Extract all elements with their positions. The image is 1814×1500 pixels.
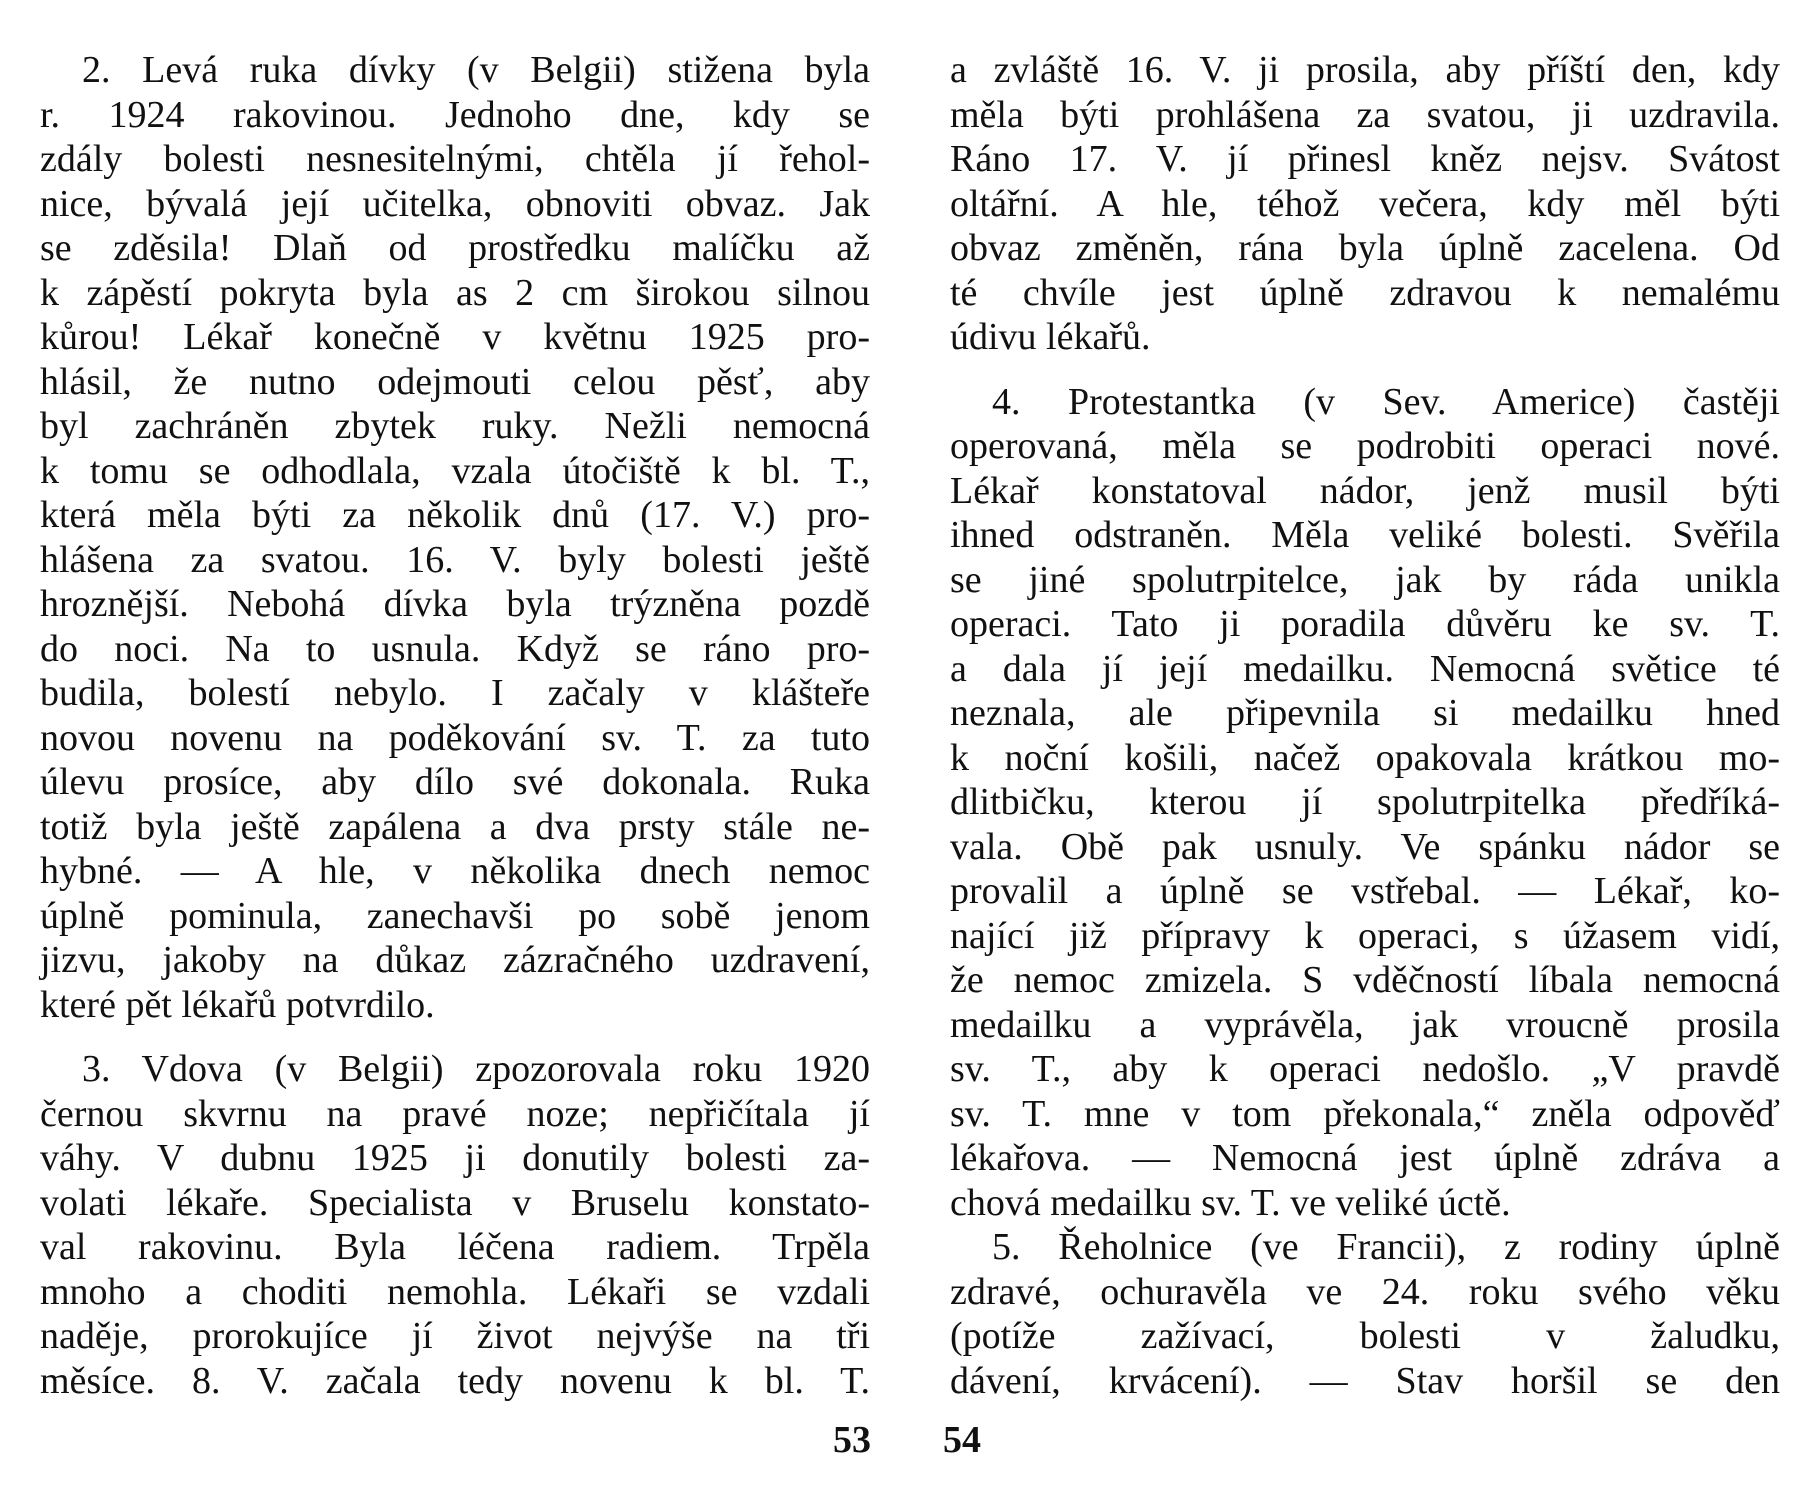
text-line: byl zachráněn zbytek ruky. Nežli nemocná: [40, 405, 870, 447]
left-page: [40, 48, 870, 1403]
text-line: k tomu se odhodlala, vzala útočiště k bl. T.,: [40, 449, 870, 492]
page-number-right: 54: [943, 1419, 981, 1461]
text-line: že nemoc zmizela. S vděčností líbala nemocná: [950, 959, 1780, 1001]
text-line: hlášena za svatou. 16. V. byly bolesti ještě: [40, 538, 870, 581]
text-line: medailku a vyprávěla, jak vroucně prosila: [950, 1003, 1780, 1046]
text-line: sv. T., aby k operaci nedošlo. „V pravdě: [950, 1048, 1780, 1090]
text-line: k noční košili, načež opakovala krátkou mo-: [950, 736, 1780, 779]
text-line: budila, bolestí nebylo. I začaly v klášteře: [40, 672, 870, 714]
text-line: černou skvrnu na pravé noze; nepřičítala jí: [40, 1092, 870, 1135]
text-line: kůrou! Lékař konečně v květnu 1925 pro-: [40, 316, 870, 358]
text-line: 2. Levá ruka dívky (v Belgii) stižena byla: [82, 49, 870, 91]
text-line: váhy. V dubnu 1925 ji donutily bolesti za-: [40, 1137, 870, 1179]
text-line: operovaná, měla se podrobiti operaci nové.: [950, 425, 1780, 467]
text-line: které pět lékařů potvrdilo.: [40, 983, 435, 1026]
text-line: lékařova. — Nemocná jest úplně zdráva a: [950, 1137, 1780, 1179]
text-line: r. 1924 rakovinou. Jednoho dne, kdy se: [40, 93, 870, 136]
text-line: sv. T. mne v tom překonala,“ zněla odpověď: [950, 1092, 1780, 1135]
text-line: Lékař konstatoval nádor, jenž musil býti: [950, 469, 1780, 512]
text-line: obvaz změněn, rána byla úplně zacelena. Od: [950, 227, 1780, 269]
text-line: hybné. — A hle, v několika dnech nemoc: [40, 850, 870, 892]
text-line: neznala, ale připevnila si medailku hned: [950, 692, 1780, 734]
text-line: 5. Řeholnice (ve Francii), z rodiny úplně: [992, 1226, 1780, 1268]
text-line: té chvíle jest úplně zdravou k nemalému: [950, 271, 1780, 314]
text-line: se zděsila! Dlaň od prostředku malíčku až: [40, 227, 870, 269]
text-line: která měla býti za několik dnů (17. V.) pro-: [40, 494, 870, 536]
text-line: oltářní. A hle, téhož večera, kdy měl býti: [950, 182, 1780, 225]
text-line: naděje, prorokujíce jí život nejvýše na tři: [40, 1315, 870, 1357]
text-line: Ráno 17. V. jí přinesl kněz nejsv. Svátost: [950, 138, 1780, 180]
text-line: zdravé, ochuravěla ve 24. roku svého věku: [950, 1270, 1780, 1313]
page-number-left: 53: [833, 1419, 871, 1461]
text-line: novou novenu na poděkování sv. T. za tuto: [40, 716, 870, 759]
text-line: ihned odstraněn. Měla veliké bolesti. Svěřila: [950, 514, 1780, 556]
text-line: val rakovinu. Byla léčena radiem. Trpěla: [40, 1226, 870, 1268]
text-line: a zvláště 16. V. ji prosila, aby příští den, kdy: [950, 49, 1780, 91]
text-line: měsíce. 8. V. začala tedy novenu k bl. T.: [40, 1359, 870, 1402]
text-line: hroznější. Nebohá dívka byla trýzněna pozdě: [40, 583, 870, 625]
text-line: úlevu prosíce, aby dílo své dokonala. Ruka: [40, 761, 870, 803]
text-line: úplně pominula, zanechavši po sobě jenom: [40, 894, 870, 937]
text-line: do noci. Na to usnula. Když se ráno pro-: [40, 627, 870, 670]
text-line: volati lékaře. Specialista v Bruselu konstato-: [40, 1181, 870, 1224]
text-line: a dala jí její medailku. Nemocná světice té: [950, 647, 1780, 690]
text-line: totiž byla ještě zapálena a dva prsty stále ne-: [40, 805, 870, 848]
text-line: měla býti prohlášena za svatou, ji uzdravila.: [950, 93, 1780, 136]
text-line: nající již přípravy k operaci, s úžasem vidí,: [950, 914, 1780, 957]
text-line: (potíže zažívací, bolesti v žaludku,: [950, 1315, 1780, 1357]
text-line: k zápěstí pokryta byla as 2 cm širokou silnou: [40, 271, 870, 314]
text-line: zdály bolesti nesnesitelnými, chtěla jí řehol-: [40, 138, 870, 180]
right-page: [950, 48, 1780, 1403]
text-line: dlitbičku, kterou jí spolutrpitelka předříká-: [950, 781, 1780, 823]
text-line: vala. Obě pak usnuly. Ve spánku nádor se: [950, 825, 1780, 868]
text-line: se jiné spolutrpitelce, jak by ráda unikla: [950, 558, 1780, 601]
text-line: provalil a úplně se vstřebal. — Lékař, ko-: [950, 870, 1780, 912]
text-line: mnoho a choditi nemohla. Lékaři se vzdali: [40, 1270, 870, 1313]
text-line: hlásil, že nutno odejmouti celou pěsť, aby: [40, 360, 870, 403]
text-line: údivu lékařů.: [950, 316, 1151, 358]
text-line: jizvu, jakoby na důkaz zázračného uzdravení,: [40, 939, 870, 981]
text-line: operaci. Tato ji poradila důvěru ke sv. T.: [950, 603, 1780, 645]
text-line: 3. Vdova (v Belgii) zpozorovala roku 1920: [82, 1048, 870, 1090]
text-line: nice, bývalá její učitelka, obnoviti obvaz. Jak: [40, 182, 870, 225]
text-line: dávení, krvácení). — Stav horšil se den: [950, 1359, 1780, 1402]
text-line: 4. Protestantka (v Sev. Americe) častěji: [992, 380, 1780, 423]
text-line: chová medailku sv. T. ve veliké úctě.: [950, 1181, 1511, 1224]
